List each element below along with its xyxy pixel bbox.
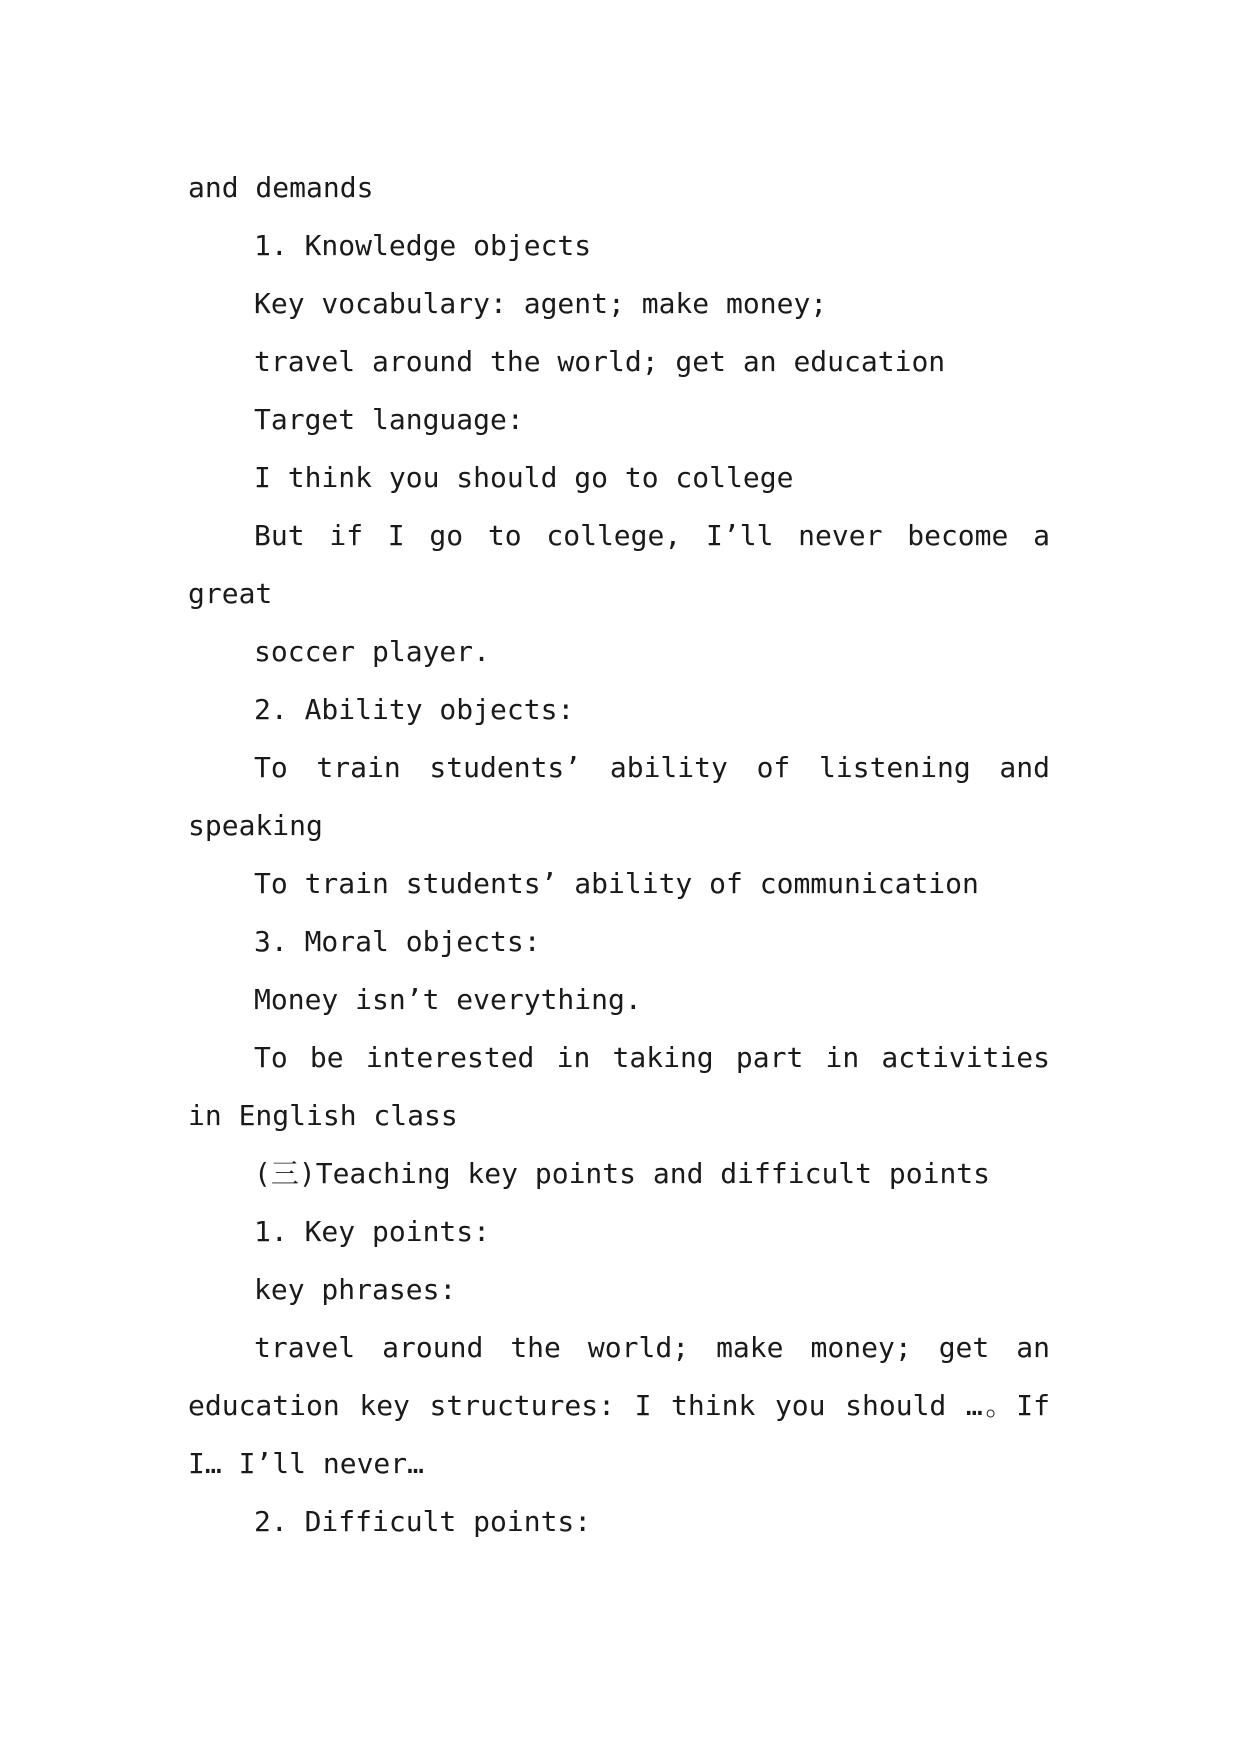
text-line: and demands [188,171,374,204]
text-line: great [188,577,273,610]
text-line: Money isn’t everything. [254,983,642,1016]
section-heading: (三)Teaching key points and difficult points [254,1157,991,1190]
section-heading: 3. Moral objects: [254,925,541,958]
text-line: Target language: [254,403,524,436]
section-heading: 2. Difficult points: [254,1505,592,1538]
text-line: To train students’ ability of communication [254,867,979,900]
text-line: To be interested in taking part in activities [254,1041,1050,1074]
text-line: travel around the world; make money; get an [254,1331,1050,1364]
section-heading: 1. Knowledge objects [254,229,592,262]
text-line: But if I go to college, I’ll never become a [254,519,1050,552]
document-body [188,159,1050,1551]
text-line: To train students’ ability of listening and [254,751,1050,784]
text-line: soccer player. [254,635,491,668]
text-line: key phrases: [254,1273,457,1306]
text-line: Key vocabulary: agent; make money; [254,287,828,320]
text-line: education key structures: I think you should …。If [188,1389,1050,1422]
section-heading: 2. Ability objects: [254,693,575,726]
section-heading: 1. Key points: [254,1215,491,1248]
text-line: travel around the world; get an education [254,345,946,378]
text-line: I think you should go to college [254,461,794,494]
text-line: I… I’ll never… [188,1447,425,1480]
text-line: speaking [188,809,323,842]
text-line: in English class [188,1099,458,1132]
